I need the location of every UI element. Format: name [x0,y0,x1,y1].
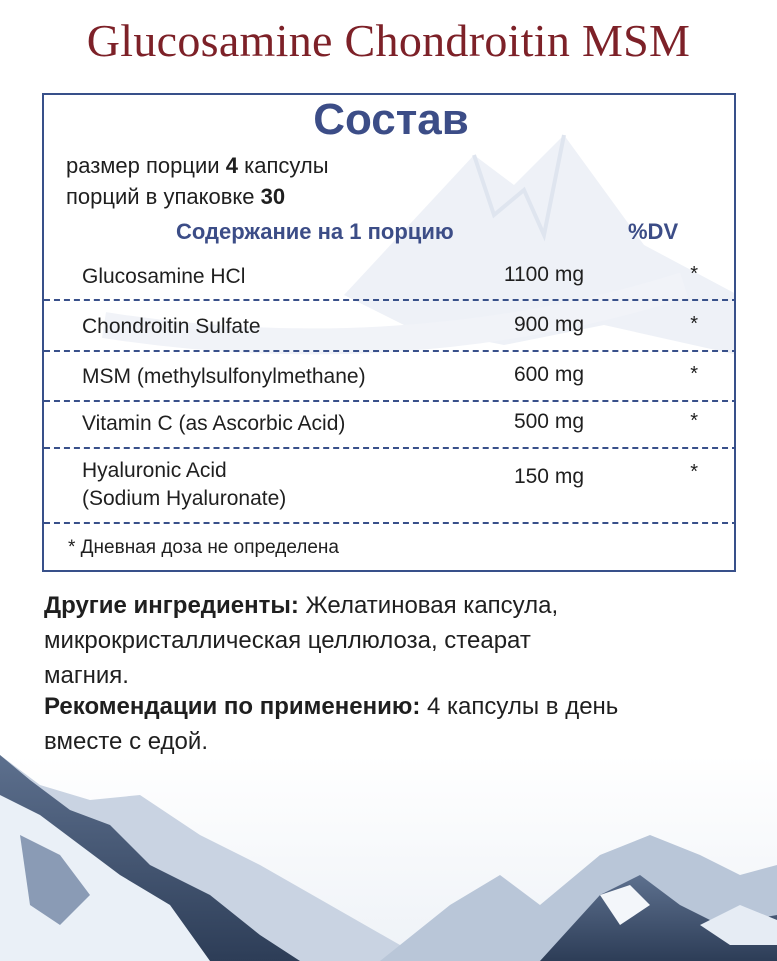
other-ingredients [44,588,744,693]
serving-size-label: размер порции [66,153,220,178]
ingredient-name: Vitamin C (as Ascorbic Acid) [82,412,346,435]
usage-recommendations [44,689,744,759]
ingredient-amount: 900 mg [513,313,584,336]
row-divider [44,299,736,301]
other-ingredients-text: микрокристаллическая целлюлоза, стеарат [44,627,531,654]
composition-heading: Состав [313,95,469,144]
other-ingredients-text: Желатиновая капсула, [298,592,559,619]
servings-value: 30 [260,184,286,209]
ingredient-amount: 600 mg [513,363,584,386]
usage-label: Рекомендации по применению: [44,693,421,720]
other-ingredients-text: магния. [44,662,129,689]
dv-column-header: %DV [628,219,679,244]
footnote: * Дневная доза не определена [68,537,339,558]
serving-size-value: 4 [225,153,238,178]
other-ingredients-label: Другие ингредиенты: [44,592,299,619]
ingredient-dv: * [690,363,698,385]
ingredient-amount: 500 mg [513,410,584,433]
row-divider [44,447,736,449]
ingredient-amount: 150 mg [513,465,584,488]
usage-text: вместе с едой. [44,728,208,755]
row-divider [44,400,736,402]
ingredient-name: Chondroitin Sulfate [82,315,261,338]
servings-per-container [66,184,285,210]
row-divider [44,522,736,524]
ingredient-dv: * [690,263,698,285]
amount-column-header: Содержание на 1 порцию [176,219,454,244]
row-divider [44,350,736,352]
ingredient-name-detail: (Sodium Hyaluronate) [82,487,287,510]
usage-text: 4 капсулы в день [420,693,619,720]
ingredient-name: MSM (methylsulfonylmethane) [82,365,366,388]
serving-size [66,153,329,179]
ingredient-dv: * [690,461,698,483]
ingredient-name: Glucosamine HCl [82,265,246,288]
mountain-landscape [0,755,777,961]
product-title: Glucosamine Chondroitin MSM [86,15,691,66]
servings-label: порций в упаковке [66,184,255,209]
ingredient-name: Hyaluronic Acid [82,459,227,482]
ingredient-dv: * [690,313,698,335]
ingredient-dv: * [690,410,698,432]
composition-panel [42,93,736,572]
ingredient-amount: 1100 mg [503,263,584,286]
serving-size-unit: капсулы [244,153,329,178]
